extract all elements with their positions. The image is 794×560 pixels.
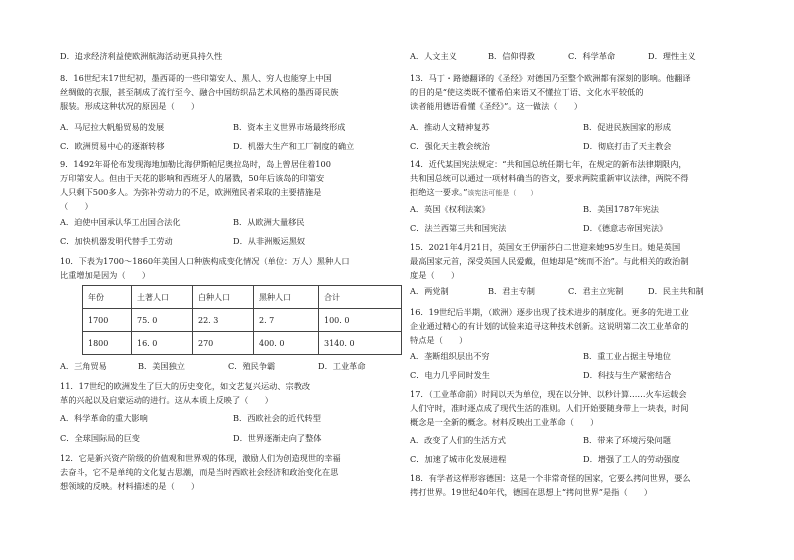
q14-stem-text: 拒绝这一要求。” xyxy=(410,187,468,197)
q9-option-d: D．从非洲贩运黑奴 xyxy=(233,236,306,246)
table-cell: 100. 0 xyxy=(319,309,402,332)
q16-option-a: A．垄断组织层出不穷 xyxy=(410,351,490,361)
q13-option-c: C．强化天主教会统治 xyxy=(410,141,490,151)
q11-stem-line-1: 11．17世纪的欧洲发生了巨大的历史变化，如文艺复兴运动、宗教改 xyxy=(60,381,311,391)
q13-option-a: A．推动人文精神复苏 xyxy=(410,122,490,132)
q7-option-d: D．追求经济利益使欧洲航海活动更具持久性 xyxy=(60,51,223,61)
q14-stem-line-2: 共和国总统可以通过一项材料确当的咨文，要求两院重新审议法律，两院不得 xyxy=(410,173,689,183)
table-header-cell: 合计 xyxy=(319,286,402,309)
q18-stem-line-2: 拷打世界。19世纪40年代，德国在思想上“拷问世界”是指（ ） xyxy=(410,487,653,497)
q13-stem-line-2: 的目的是“使这类既不懂希伯来语又不懂拉丁语、文化水平较低的 xyxy=(410,87,644,97)
q16-option-d: D．科技与生产紧密结合 xyxy=(583,370,672,380)
q12-stem-line-1: 12．它是新兴资产阶级的价值观和世界观的体现，激励人们为创造现世的幸福 xyxy=(60,453,341,463)
table-cell: 1800 xyxy=(83,332,132,355)
q11-option-c: C．全球国际局的巨变 xyxy=(60,433,140,443)
q16-stem-line-3: 特点是（ ） xyxy=(410,335,468,345)
q17-stem-line-1: 17．（工业革命前）时间以天为单位，现在以分钟、以秒计算……火车运载会 xyxy=(410,389,687,399)
q9-stem-line-4: （ ） xyxy=(60,201,93,211)
q9-stem-line-3: 人只剩下500多人。为弥补劳动力的不足，欧洲殖民者采取的主要措施是 xyxy=(60,187,322,197)
q16-stem-line-2: 企业通过精心的有计划的试验来追寻这种技术创新。这说明第二次工业革命的 xyxy=(410,321,689,331)
q14-stem-tail: 该宪法可能是（ ） xyxy=(467,189,538,197)
q18-stem-line-1: 18．有学者这样形容德国：这是一个非常奇怪的国家，它要么拷问世界，要么 xyxy=(410,473,691,483)
q14-option-a: A．英国《权利法案》 xyxy=(410,204,490,214)
q9-option-a: A．迫使中国承认华工出国合法化 xyxy=(60,217,181,227)
table-header-cell: 白种人口 xyxy=(193,286,254,309)
q10-option-c: C．殖民争霸 xyxy=(228,361,276,371)
table-cell: 16. 0 xyxy=(132,332,193,355)
q8-stem-line-2: 丝绸做的衣服，甚至制成了流行至今、融合中国纺织品艺术风格的墨西哥民族 xyxy=(60,87,339,97)
table-header-cell: 年份 xyxy=(83,286,132,309)
q16-option-b: B．重工业占据主导地位 xyxy=(583,351,671,361)
q15-option-b: B．君主专制 xyxy=(488,286,535,296)
q13-option-d: D．彻底打击了天主教会 xyxy=(583,141,672,151)
q8-option-c: C．欧洲贸易中心的逐渐转移 xyxy=(60,141,165,151)
q10-option-a: A．三角贸易 xyxy=(60,361,107,371)
table-cell: 22. 3 xyxy=(193,309,254,332)
q8-option-b: B．资本主义世界市场最终形成 xyxy=(233,122,346,132)
table-header-cell: 土著人口 xyxy=(132,286,193,309)
q14-stem-line-3 xyxy=(410,186,762,200)
q10-stem-line-2: 比重增加是因为（ ） xyxy=(60,270,151,280)
population-table xyxy=(82,285,402,355)
q15-stem-line-3: 度是（ ） xyxy=(410,270,460,280)
q13-stem-line-3: 读者能用德语看懂《圣经》”。这一做法（ ） xyxy=(410,101,583,111)
q12-option-a: A．人文主义 xyxy=(410,51,457,61)
table-header-cell: 黑种人口 xyxy=(254,286,319,309)
q12-option-d: D．理性主义 xyxy=(648,51,696,61)
q17-option-b: B．带来了环境污染问题 xyxy=(583,435,671,445)
q9-stem-line-2: 万印第安人。但由于天花的影响和西班牙人的屠戮，50年后该岛的印第安 xyxy=(60,173,325,183)
table-cell: 400. 0 xyxy=(254,332,319,355)
q12-stem-line-3: 想领域的反映。材料描述的是（ ） xyxy=(60,481,200,491)
q14-option-c: C．法兰西第三共和国宪法 xyxy=(410,223,507,233)
q9-option-c: C．加快机器发明代替手工劳动 xyxy=(60,236,173,246)
table-cell: 2. 7 xyxy=(254,309,319,332)
table-row xyxy=(83,309,402,332)
q17-stem-line-2: 人们守时，准时逐点成了现代生活的准则。人们开始要随身带上一块表，时间 xyxy=(410,403,689,413)
q9-stem-line-1: 9．1492年哥伦布发现海地加勒比海伊斯帕尼奥拉岛时，岛上曾居住着100 xyxy=(60,159,331,169)
q15-option-c: C．君主立宪制 xyxy=(568,286,624,296)
q13-option-b: B．促进民族国家的形成 xyxy=(583,122,671,132)
q17-option-c: C．加速了城市化发展进程 xyxy=(410,454,507,464)
q15-stem-line-1: 15．2021年4月21日，英国女王伊丽莎白二世迎来她95岁生日。她是英国 xyxy=(410,242,681,252)
q12-option-c: C．科学革命 xyxy=(568,51,616,61)
q8-option-d: D．机器大生产和工厂制度的确立 xyxy=(233,141,355,151)
table-header-row xyxy=(83,286,402,309)
q14-stem-line-1: 14．近代某国宪法规定：“共和国总统任期七年，在规定的新布法律期限内， xyxy=(410,159,687,169)
table-cell: 270 xyxy=(193,332,254,355)
q8-stem-line-1: 8．16世纪末17世纪初，墨西哥的一些印第安人、黑人、穷人也能穿上中国 xyxy=(60,73,332,83)
q15-option-a: A．两党制 xyxy=(410,286,449,296)
table-cell: 3140. 0 xyxy=(319,332,402,355)
q12-stem-line-2: 去奋斗，它不是单纯的文化复古思潮，而是当时西欧社会经济和政治变化在思 xyxy=(60,467,339,477)
table-cell: 75. 0 xyxy=(132,309,193,332)
q11-stem-line-2: 革的兴起以及启蒙运动的进行。这从本质上反映了（ ） xyxy=(60,395,273,405)
q17-stem-line-3: 概念是一全新的概念。材料反映出工业革命（ ） xyxy=(410,417,599,427)
q8-option-a: A．马尼拉大帆船贸易的发展 xyxy=(60,122,165,132)
q16-stem-line-1: 16．19世纪后半期，（欧洲）逐步出现了技术进步的制度化。更多的先进工业 xyxy=(410,307,689,317)
q14-option-b: B．美国1787年宪法 xyxy=(583,204,659,214)
q17-option-d: D．增强了工人的劳动强度 xyxy=(583,454,680,464)
q12-option-b: B．信仰得救 xyxy=(488,51,535,61)
q15-stem-line-2: 最高国家元首，深受英国人民爱戴，但她却是“统而不治”。与此相关的政治制 xyxy=(410,256,689,266)
q13-stem-line-1: 13．马丁・路德翻译的《圣经》对德国乃至整个欧洲都有深刻的影响。他翻译 xyxy=(410,73,691,83)
q14-option-d: D．《德意志帝国宪法》 xyxy=(583,223,668,233)
q10-stem-line-1: 10．下表为1700～1860年美国人口种族构成变化情况（单位：万人）黑种人口 xyxy=(60,256,350,266)
table-row xyxy=(83,332,402,355)
q15-option-d: D．民主共和制 xyxy=(648,286,704,296)
q10-option-d: D．工业革命 xyxy=(318,361,366,371)
q11-option-d: D．世界逐渐走向了整体 xyxy=(233,433,322,443)
q11-option-a: A．科学革命的重大影响 xyxy=(60,413,148,423)
q8-stem-line-3: 服装。形成这种状况的原因是（ ） xyxy=(60,101,200,111)
q11-option-b: B．西欧社会的近代转型 xyxy=(233,413,321,423)
q9-option-b: B．从欧洲大量移民 xyxy=(233,217,305,227)
q16-option-c: C．电力几乎同时发生 xyxy=(410,370,490,380)
q17-option-a: A．改变了人们的生活方式 xyxy=(410,435,506,445)
table-cell: 1700 xyxy=(83,309,132,332)
q10-option-b: B．美国独立 xyxy=(138,361,185,371)
